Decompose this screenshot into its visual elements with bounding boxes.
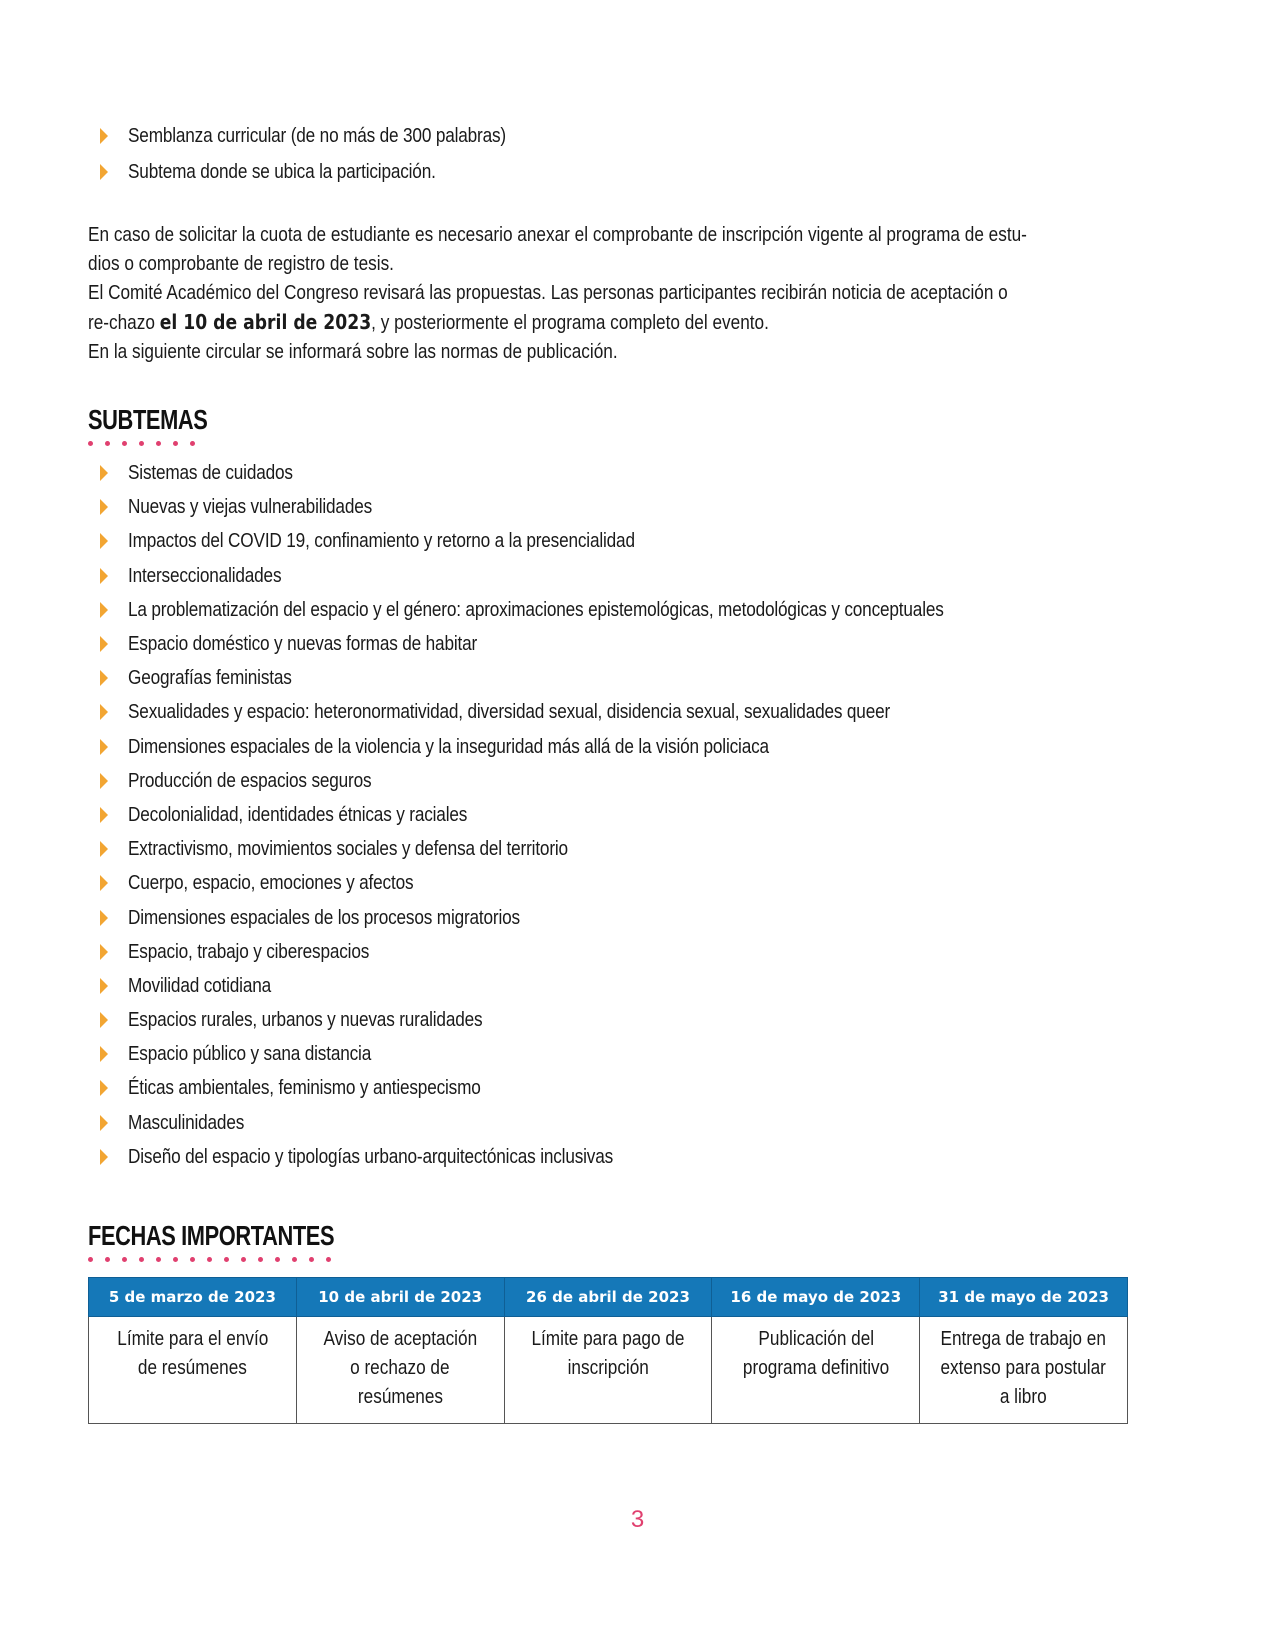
paragraph-text: re-chazo el 10 de abril de 2023, y posteriormente el programa completo del evento.	[88, 310, 769, 334]
list-item: La problematización del espacio y el género: aproximaciones epistemológicas, metodológicas y conceptuales	[88, 593, 1188, 627]
list-item: Sistemas de cuidados	[88, 456, 1188, 490]
triangle-bullet-icon	[100, 739, 108, 755]
triangle-bullet-icon	[100, 533, 108, 549]
triangle-bullet-icon	[100, 465, 108, 481]
list-item: Semblanza curricular (de no más de 300 palabras)	[88, 118, 1188, 154]
triangle-bullet-icon	[100, 602, 108, 618]
date-description-cell: Publicación del programa definitivo	[712, 1317, 920, 1424]
requirements-list	[88, 118, 1188, 190]
paragraph-text: El Comité Académico del Congreso revisará las propuestas. Las personas participantes recibirán noticia de aceptación o	[88, 282, 1008, 304]
list-item: Sexualidades y espacio: heteronormatividad, diversidad sexual, disidencia sexual, sexualidades queer	[88, 695, 1188, 729]
list-item: Decolonialidad, identidades étnicas y raciales	[88, 798, 1188, 832]
list-item: Cuerpo, espacio, emociones y afectos	[88, 866, 1188, 900]
list-item: Impactos del COVID 19, confinamiento y retorno a la presencialidad	[88, 524, 1188, 558]
triangle-bullet-icon	[100, 568, 108, 584]
date-description-cell: Aviso de aceptación o rechazo de resúmenes	[296, 1317, 504, 1424]
triangle-bullet-icon	[100, 1149, 108, 1165]
triangle-bullet-icon	[100, 704, 108, 720]
subtemas-heading: SUBTEMAS	[88, 404, 208, 435]
date-description-cell: Límite para pago de inscripción	[504, 1317, 712, 1424]
triangle-bullet-icon	[100, 1046, 108, 1062]
triangle-bullet-icon	[100, 670, 108, 686]
triangle-bullet-icon	[100, 164, 108, 180]
highlight-date: el 10 de abril de 2023	[159, 310, 372, 334]
triangle-bullet-icon	[100, 1080, 108, 1096]
list-item: Espacio, trabajo y ciberespacios	[88, 935, 1188, 969]
paragraph-text: En caso de solicitar la cuota de estudiante es necesario anexar el comprobante de inscripción vigente al programa de estu-	[88, 224, 1027, 246]
list-item: Producción de espacios seguros	[88, 764, 1188, 798]
page-number: 3	[630, 1506, 645, 1533]
triangle-bullet-icon	[100, 910, 108, 926]
important-dates-table	[88, 1277, 1128, 1424]
triangle-bullet-icon	[100, 1012, 108, 1028]
triangle-bullet-icon	[100, 499, 108, 515]
list-item: Dimensiones espaciales de los procesos migratorios	[88, 900, 1188, 934]
date-header-cell: 10 de abril de 2023	[296, 1278, 504, 1317]
table-row	[89, 1317, 1128, 1424]
triangle-bullet-icon	[100, 773, 108, 789]
dotted-underline	[88, 1257, 331, 1263]
triangle-bullet-icon	[100, 841, 108, 857]
triangle-bullet-icon	[100, 636, 108, 652]
list-item: Espacio doméstico y nuevas formas de habitar	[88, 627, 1188, 661]
list-item: Diseño del espacio y tipologías urbano-arquitectónicas inclusivas	[88, 1140, 1188, 1174]
triangle-bullet-icon	[100, 1115, 108, 1131]
list-item: Subtema donde se ubica la participación.	[88, 154, 1188, 190]
subtemas-list	[88, 456, 1188, 1174]
dotted-underline	[88, 441, 195, 447]
list-item: Espacio público y sana distancia	[88, 1037, 1188, 1071]
list-item: Éticas ambientales, feminismo y antiespecismo	[88, 1071, 1188, 1105]
date-header-cell: 31 de mayo de 2023	[920, 1278, 1128, 1317]
date-description-cell: Límite para el envío de resúmenes	[89, 1317, 297, 1424]
table-header-row	[89, 1278, 1128, 1317]
fechas-heading: FECHAS IMPORTANTES	[88, 1220, 335, 1251]
list-item: Geografías feministas	[88, 661, 1188, 695]
list-item: Masculinidades	[88, 1106, 1188, 1140]
list-item: Extractivismo, movimientos sociales y defensa del territorio	[88, 832, 1188, 866]
list-item: Dimensiones espaciales de la violencia y la inseguridad más allá de la visión policiaca	[88, 730, 1188, 764]
triangle-bullet-icon	[100, 944, 108, 960]
info-paragraphs	[88, 221, 1198, 367]
triangle-bullet-icon	[100, 875, 108, 891]
list-item: Interseccionalidades	[88, 559, 1188, 593]
date-header-cell: 26 de abril de 2023	[504, 1278, 712, 1317]
list-item: Espacios rurales, urbanos y nuevas ruralidades	[88, 1003, 1188, 1037]
date-description-cell: Entrega de trabajo en extenso para postular a libro	[920, 1317, 1128, 1424]
triangle-bullet-icon	[100, 978, 108, 994]
paragraph-text: dios o comprobante de registro de tesis.	[88, 253, 394, 275]
list-item: Movilidad cotidiana	[88, 969, 1188, 1003]
triangle-bullet-icon	[100, 128, 108, 144]
triangle-bullet-icon	[100, 807, 108, 823]
list-item: Nuevas y viejas vulnerabilidades	[88, 490, 1188, 524]
paragraph-text: En la siguiente circular se informará sobre las normas de publicación.	[88, 341, 618, 363]
date-header-cell: 16 de mayo de 2023	[712, 1278, 920, 1317]
date-header-cell: 5 de marzo de 2023	[89, 1278, 297, 1317]
